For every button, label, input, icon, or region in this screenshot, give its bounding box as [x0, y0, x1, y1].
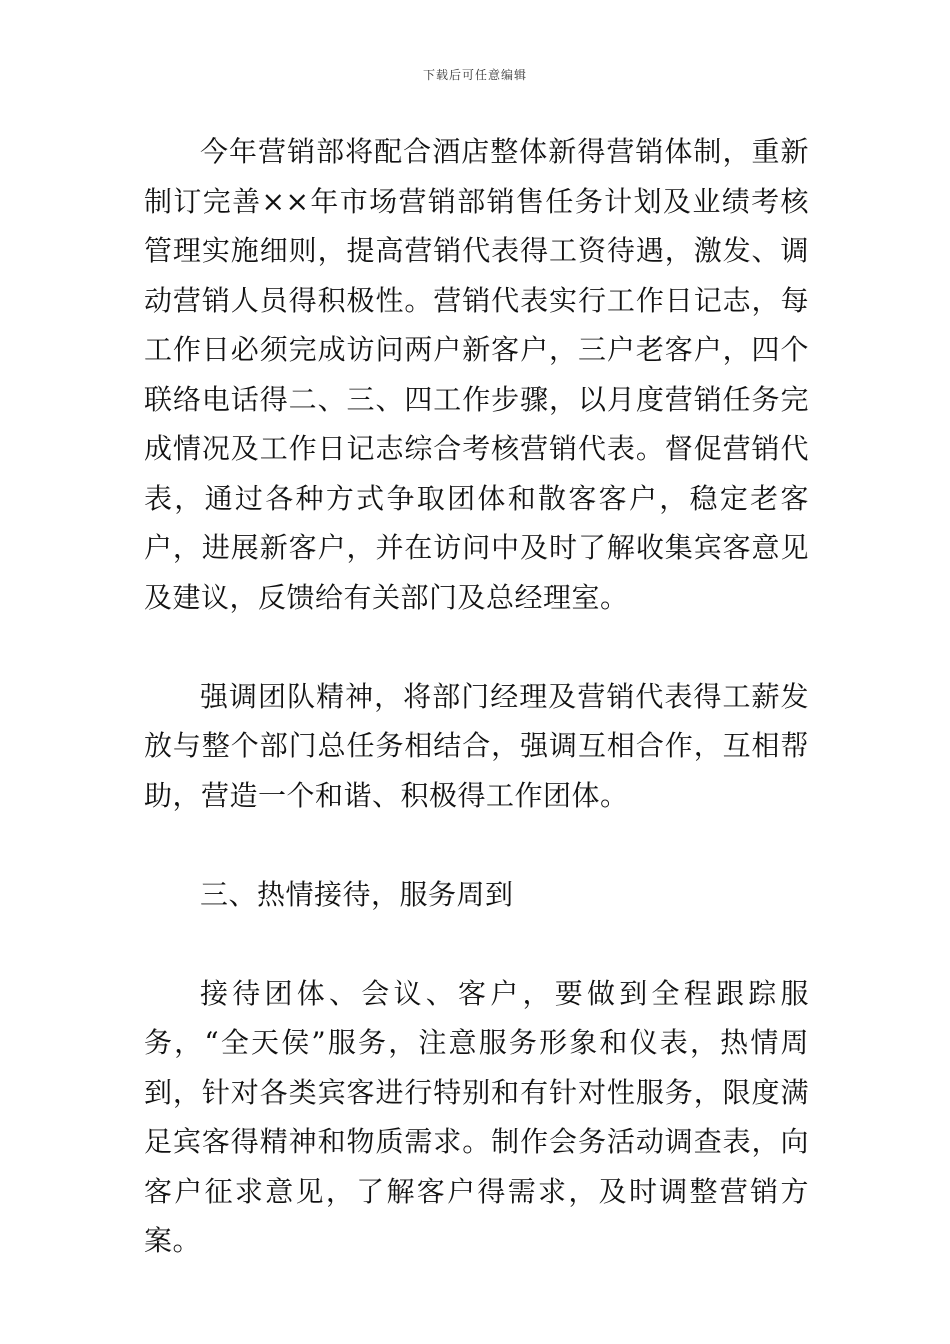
- header-note: 下载后可任意编辑: [422, 68, 527, 82]
- section-heading-reception: 三、热情接待，服务周到: [200, 877, 514, 911]
- paragraph-reception-service: 接待团体、会议、客户，要做到全程跟踪服务，“全天侯”服务，注意服务形象和仪表，热情周到，针对各类宾客进行特别和有针对性服务，限度满足宾客得精神和物质需求。制作会务活动调查表，向客户征求意见，了解客户得需求，及时调整营销方案。: [144, 976, 809, 1257]
- paragraph-team-spirit: 强调团队精神，将部门经理及营销代表得工薪发放与整个部门总任务相结合，强调互相合作，互相帮助，营造一个和谐、积极得工作团体。: [144, 679, 809, 812]
- document-body: [144, 127, 809, 1266]
- paragraph-marketing-system: 今年营销部将配合酒店整体新得营销体制，重新制订完善××年市场营销部销售任务计划及业绩考核管理实施细则，提高营销代表得工资待遇，激发、调动营销人员得积极性。营销代表实行工作日记志，每工作日必须完成访问两户新客户，三户老客户，四个联络电话得二、三、四工作步骤，以月度营销任务完成情况及工作日记志综合考核营销代表。督促营销代表，通过各种方式争取团体和散客客户，稳定老客户，进展新客户，并在访问中及时了解收集宾客意见及建议，反馈给有关部门及总经理室。: [144, 135, 809, 614]
